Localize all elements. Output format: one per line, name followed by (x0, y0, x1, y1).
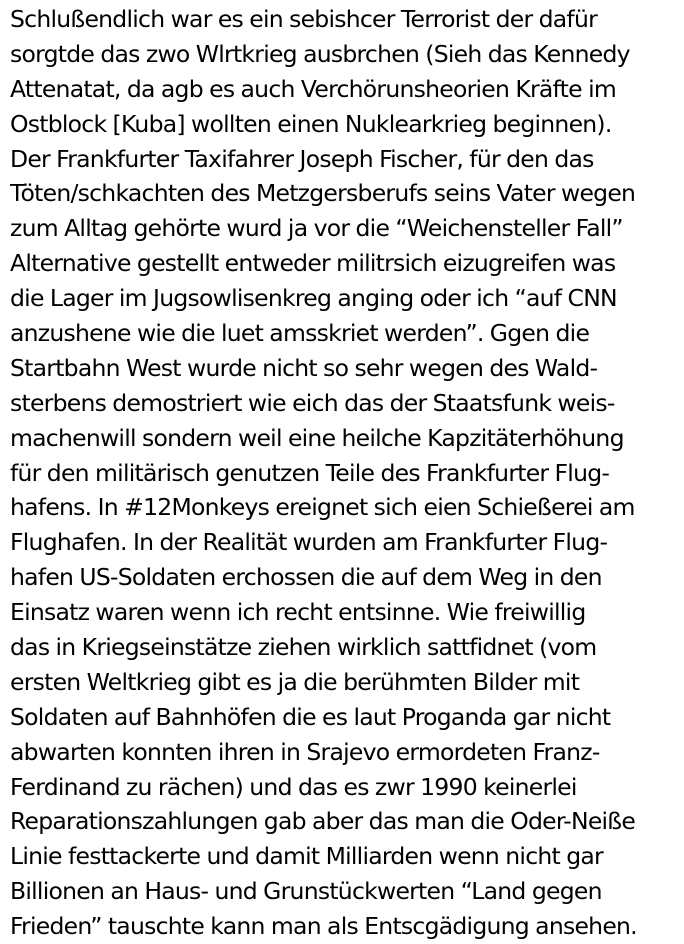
text-line: anzushene wie die luet amsskriet werden”. Ggen die (10, 319, 590, 348)
body-text (10, 2, 682, 944)
text-line: abwarten konnten ihren in Srajevo ermordeten Franz- (10, 737, 600, 766)
text-line: Einsatz waren wenn ich recht entsinne. Wie freiwillig (10, 598, 586, 627)
text-line: hafens. In #12Monkeys ereignet sich eien Schießerei am (10, 493, 635, 522)
text-line: Reparationszahlungen gab aber das man die Oder-Neiße (10, 807, 636, 836)
text-line: Attenatat, da agb es auch Verchörunsheorien Kräfte im (10, 74, 616, 103)
text-line: Alternative gestellt entweder militrsich eizugreifen was (10, 249, 616, 278)
text-line: das in Kriegseinstätze ziehen wirklich sattfidnet (vom (10, 633, 597, 662)
text-line: Startbahn West wurde nicht so sehr wegen des Wald- (10, 353, 598, 382)
text-line: zum Alltag gehörte wurd ja vor die “Weichensteller Fall” (10, 214, 623, 243)
text-line: Töten/schkachten des Metzgersberufs seins Vater wegen (10, 179, 636, 208)
text-line: Ferdinand zu rächen) und das es zwr 1990 keinerlei (10, 772, 577, 801)
text-line: sterbens demostriert wie eich das der Staatsfunk weis- (10, 388, 615, 417)
text-line: sorgtde das zwo Wlrtkrieg ausbrchen (Sieh das Kennedy (10, 39, 630, 68)
text-line: Soldaten auf Bahnhöfen die es laut Proganda gar nicht (10, 702, 611, 731)
text-line: Frieden” tauschte kann man als Entscgädigung ansehen. (10, 912, 637, 941)
text-line: Schlußendlich war es ein sebishcer Terrorist der dafür (10, 5, 598, 33)
text-line: hafen US-Soldaten erchossen die auf dem Weg in den (10, 563, 602, 592)
text-line: machenwill sondern weil eine heilche Kapzitäterhöhung (10, 423, 624, 452)
text-line: Flughafen. In der Realität wurden am Frankfurter Flug- (10, 528, 608, 557)
text-line: ersten Weltkrieg gibt es ja die berühmten Bilder mit (10, 667, 580, 696)
text-line: Der Frankfurter Taxifahrer Joseph Fischer, für den das (10, 144, 594, 173)
text-line: die Lager im Jugsowlisenkreg anging oder ich “auf CNN (10, 284, 617, 313)
text-line: Linie festtackerte und damit Milliarden wenn nicht gar (10, 842, 603, 871)
text-line: Ostblock [Kuba] wollten einen Nuklearkrieg beginnen). (10, 109, 612, 138)
text-line: für den militärisch genutzen Teile des Frankfurter Flug- (10, 458, 610, 487)
text-line: Billionen an Haus- und Grunstückwerten “Land gegen (10, 877, 602, 906)
